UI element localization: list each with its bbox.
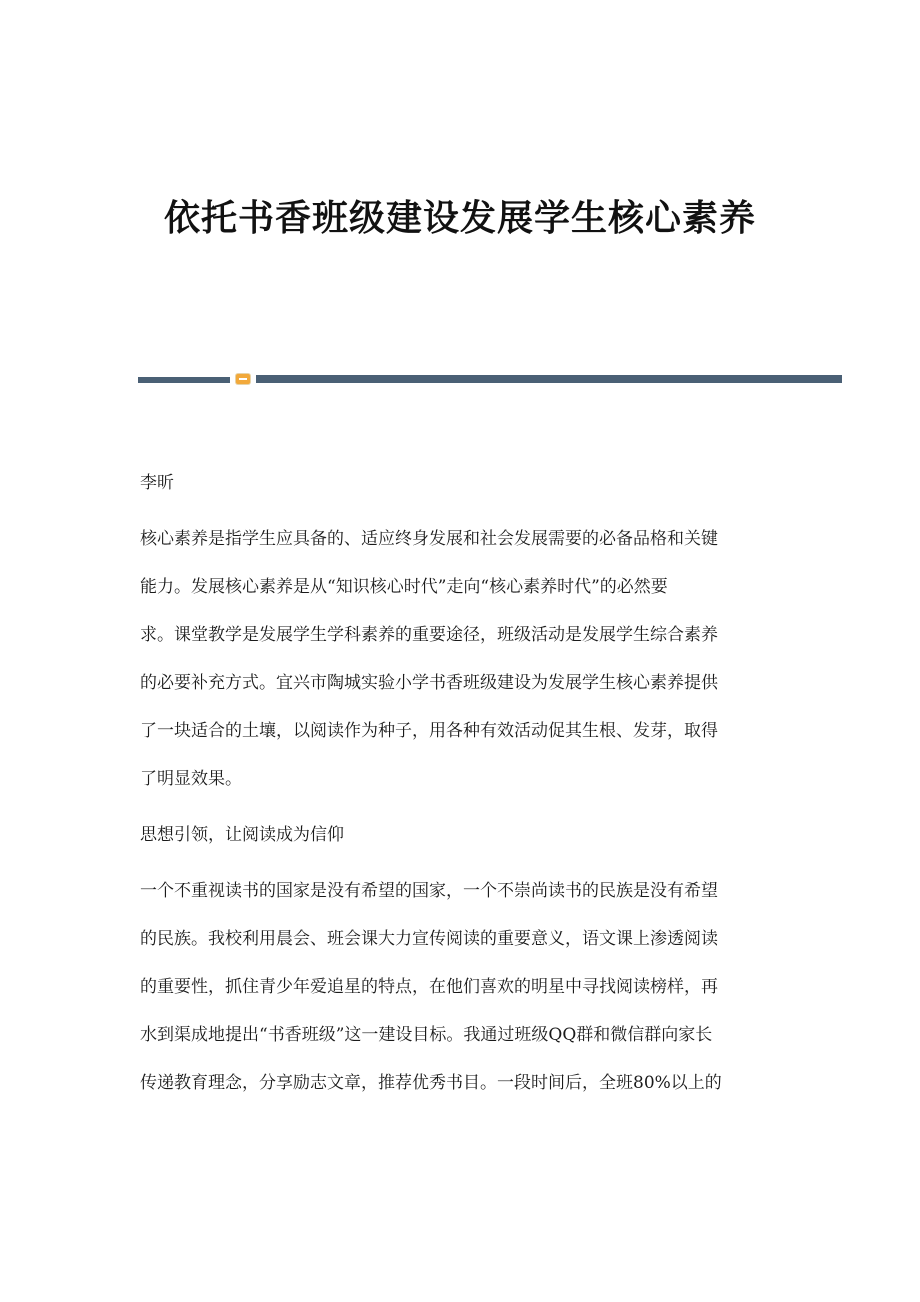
paragraph-line: 一个不重视读书的国家是没有希望的国家，一个不崇尚读书的民族是没有希望 xyxy=(140,881,718,901)
paragraph-line: 求。课堂教学是发展学生学科素养的重要途径，班级活动是发展学生综合素养 xyxy=(140,625,718,645)
divider-badge-icon xyxy=(236,374,250,384)
divider-bar-right xyxy=(256,375,842,383)
paragraph-line: 传递教育理念，分享励志文章，推荐优秀书目。一段时间后，全班80%以上的 xyxy=(140,1073,722,1093)
paragraph-line: 的民族。我校利用晨会、班会课大力宣传阅读的重要意义，语文课上渗透阅读 xyxy=(140,929,718,949)
paragraph-line: 的必要补充方式。宜兴市陶城实验小学书香班级建设为发展学生核心素养提供 xyxy=(140,673,718,693)
divider-bar-left xyxy=(138,377,230,383)
section-heading: 思想引领，让阅读成为信仰 xyxy=(140,825,344,845)
title-divider xyxy=(138,374,842,386)
intro-paragraph xyxy=(140,515,780,803)
paragraph-line: 了一块适合的土壤，以阅读作为种子，用各种有效活动促其生根、发芽，取得 xyxy=(140,721,718,741)
paragraph-line: 核心素养是指学生应具备的、适应终身发展和社会发展需要的必备品格和关键 xyxy=(140,529,718,549)
document-title: 依托书香班级建设发展学生核心素养 xyxy=(163,197,756,239)
author-name: 李昕 xyxy=(140,473,174,493)
paragraph-line: 能力。发展核心素养是从“知识核心时代”走向“核心素养时代”的必然要 xyxy=(140,577,668,597)
paragraph-line: 水到渠成地提出“书香班级”这一建设目标。我通过班级QQ群和微信群向家长 xyxy=(140,1025,713,1045)
section-paragraph xyxy=(140,867,780,1107)
paragraph-line: 的重要性，抓住青少年爱追星的特点，在他们喜欢的明星中寻找阅读榜样，再 xyxy=(140,977,718,997)
paragraph-line: 了明显效果。 xyxy=(140,769,242,789)
